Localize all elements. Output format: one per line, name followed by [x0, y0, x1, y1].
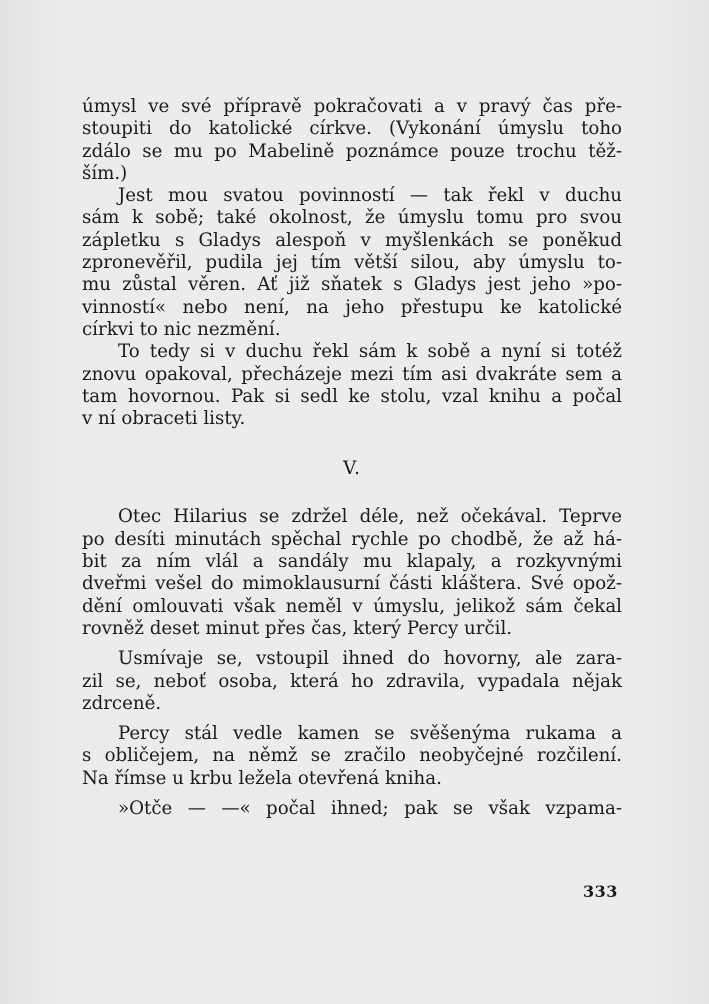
text-line: stoupiti do katolické církve. (Vykonání úmyslu toho [82, 118, 622, 140]
text-line: s obličejem, na němž se zračilo neobyčejné rozčilení. [82, 745, 622, 767]
text-line: sám k sobě; také okolnost, že úmyslu tomu pro svou [82, 207, 622, 229]
text-line: dveřmi vešel do mimoklausurní části kláštera. Své opož- [82, 573, 622, 595]
paragraph [82, 798, 622, 820]
text-line: tam hovornou. Pak si sedl ke stolu, vzal knihu a počal [82, 385, 622, 407]
paragraph [82, 96, 622, 185]
text-line: Usmívaje se, vstoupil ihned do hovorny, ale zara- [118, 648, 622, 670]
text-line: vinností« nebo není, na jeho přestupu ke katolické [82, 296, 622, 318]
text-line: církvi to nic nezmění. [82, 318, 281, 340]
text-line: zil se, neboť osoba, která ho zdravila, vypadala nějak [82, 670, 622, 692]
text-line: rovněž deset minut přes čas, který Percy určil. [82, 617, 513, 639]
paragraph [82, 723, 622, 790]
text-line: dění omlouvati však neměl v úmyslu, jelikož sám čekal [82, 595, 622, 617]
text-line: úmysl ve své přípravě pokračovati a v pravý čas pře- [82, 96, 622, 117]
text-line: To tedy si v duchu řekl sám k sobě a nyní si totéž [118, 341, 622, 363]
text-line: »Otče — —« počal ihned; pak se však vzpama- [118, 798, 622, 820]
text-line: ším.) [82, 162, 128, 184]
text-line: zpronevěřil, pudila jej tím větší silou, aby úmyslu to- [82, 252, 622, 274]
text-line: Na římse u krbu ležela otevřená kniha. [82, 767, 442, 789]
text-line: zdrceně. [82, 692, 162, 714]
text-line: znovu opakoval, přecházeje mezi tím asi dvakráte sem a [82, 363, 622, 385]
text-line: Percy stál vedle kamen se svěšenýma rukama a [118, 723, 622, 745]
text-line: zdálo se mu po Mabelině poznámce pouze trochu těž- [82, 140, 622, 162]
paragraph [82, 648, 622, 715]
paragraph [82, 341, 622, 430]
text-line: Otec Hilarius se zdržel déle, než očekával. Teprve [118, 506, 622, 528]
text-line: Jest mou svatou povinností — tak řekl v duchu [118, 185, 622, 207]
page-number: 333 [583, 882, 618, 901]
body-text [82, 96, 622, 820]
text-line: mu zůstal věren. Ať již sňatek s Gladys jest jeho »po- [82, 274, 622, 296]
section-heading: V. [343, 458, 361, 480]
paragraph [82, 185, 622, 341]
text-line: po desíti minutách spěchal rychle po chodbě, že až há- [82, 528, 622, 550]
paragraph [82, 506, 622, 640]
text-line: zápletku s Gladys alespoň v myšlenkách se poněkud [82, 229, 622, 251]
text-line: v ní obraceti listy. [82, 408, 246, 430]
text-line: bit za ním vlál a sandály mu klapaly, a rozkyvnými [82, 551, 622, 573]
